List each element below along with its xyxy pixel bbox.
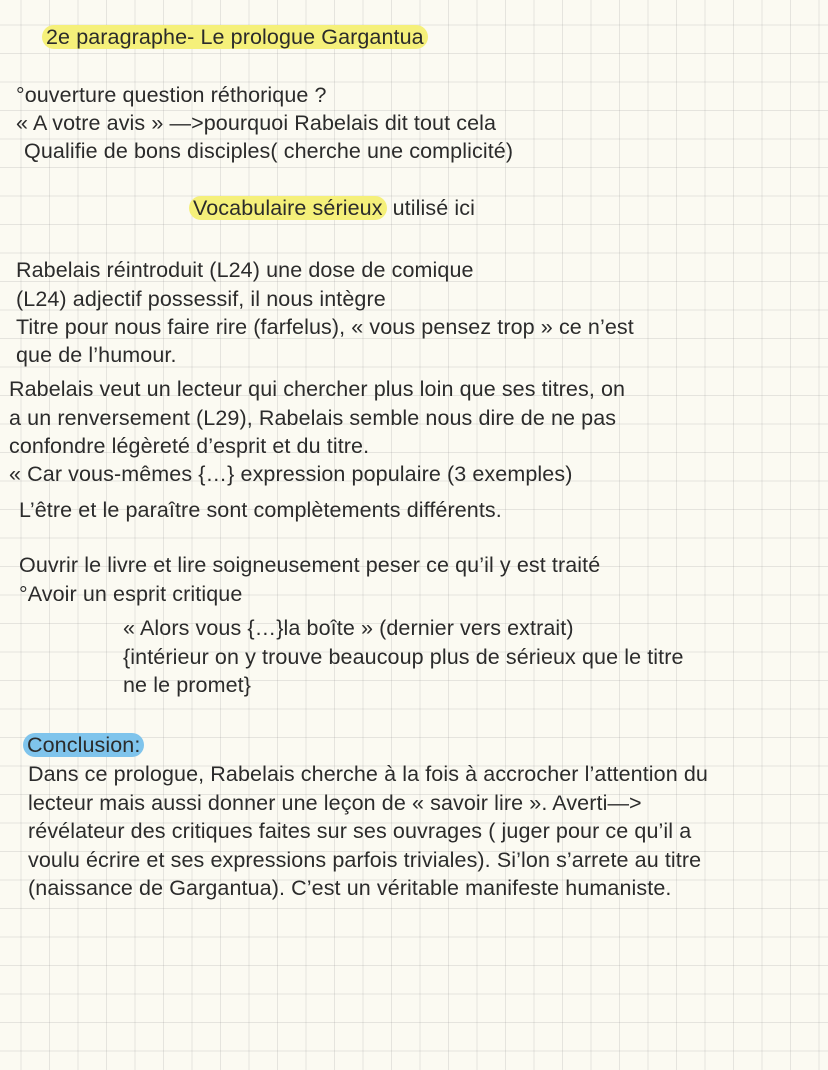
- note-line-7: que de l’humour.: [16, 343, 177, 367]
- note-line-12: L’être et le paraître sont complètements différents.: [19, 498, 502, 522]
- conclusion-line-2: lecteur mais aussi donner une leçon de « savoir lire ». Averti—>: [28, 791, 642, 815]
- note-line-15: « Alors vous {…}la boîte » (dernier vers extrait): [123, 616, 574, 640]
- note-line-9: a un renversement (L29), Rabelais semble nous dire de ne pas: [9, 406, 617, 430]
- note-line-4: Rabelais réintroduit (L24) une dose de comique: [16, 258, 474, 282]
- page-title: [42, 23, 428, 51]
- conclusion-line-1: Dans ce prologue, Rabelais cherche à la fois à accrocher l’attention du: [28, 762, 708, 786]
- vocab-highlight: Vocabulaire sérieux: [189, 196, 387, 220]
- note-line-16: {intérieur on y trouve beaucoup plus de sérieux que le titre: [123, 645, 684, 669]
- note-line-2: « A votre avis » —>pourquoi Rabelais dit tout cela: [16, 111, 497, 135]
- note-line-8: Rabelais veut un lecteur qui chercher plus loin que ses titres, on: [9, 377, 626, 401]
- title-highlight: 2e paragraphe- Le prologue Gargantua: [42, 25, 428, 49]
- note-line-11: « Car vous-mêmes {…} expression populaire (3 exemples): [9, 462, 573, 486]
- vocab-rest: utilisé ici: [386, 196, 475, 220]
- conclusion-line-5: (naissance de Gargantua). C’est un véritable manifeste humaniste.: [28, 876, 672, 900]
- conclusion-heading: [23, 731, 144, 759]
- conclusion-line-4: voulu écrire et ses expressions parfois triviales). Si’lon s’arrete au titre: [28, 848, 702, 872]
- note-line-17: ne le promet}: [123, 673, 251, 697]
- note-line-1: °ouverture question réthorique ?: [16, 83, 327, 107]
- note-line-10: confondre légèreté d’esprit et du titre.: [9, 434, 370, 458]
- vocab-line: [189, 194, 475, 222]
- note-line-3: Qualifie de bons disciples( cherche une complicité): [24, 139, 514, 163]
- note-line-6: Titre pour nous faire rire (farfelus), « vous pensez trop » ce n’est: [16, 315, 634, 339]
- note-line-13: Ouvrir le livre et lire soigneusement peser ce qu’il y est traité: [19, 553, 601, 577]
- note-line-14: °Avoir un esprit critique: [19, 582, 243, 606]
- conclusion-line-3: révélateur des critiques faites sur ses ouvrages ( juger pour ce qu’il a: [28, 819, 692, 843]
- note-line-5: (L24) adjectif possessif, il nous intègre: [16, 287, 386, 311]
- conclusion-label: Conclusion:: [23, 733, 144, 757]
